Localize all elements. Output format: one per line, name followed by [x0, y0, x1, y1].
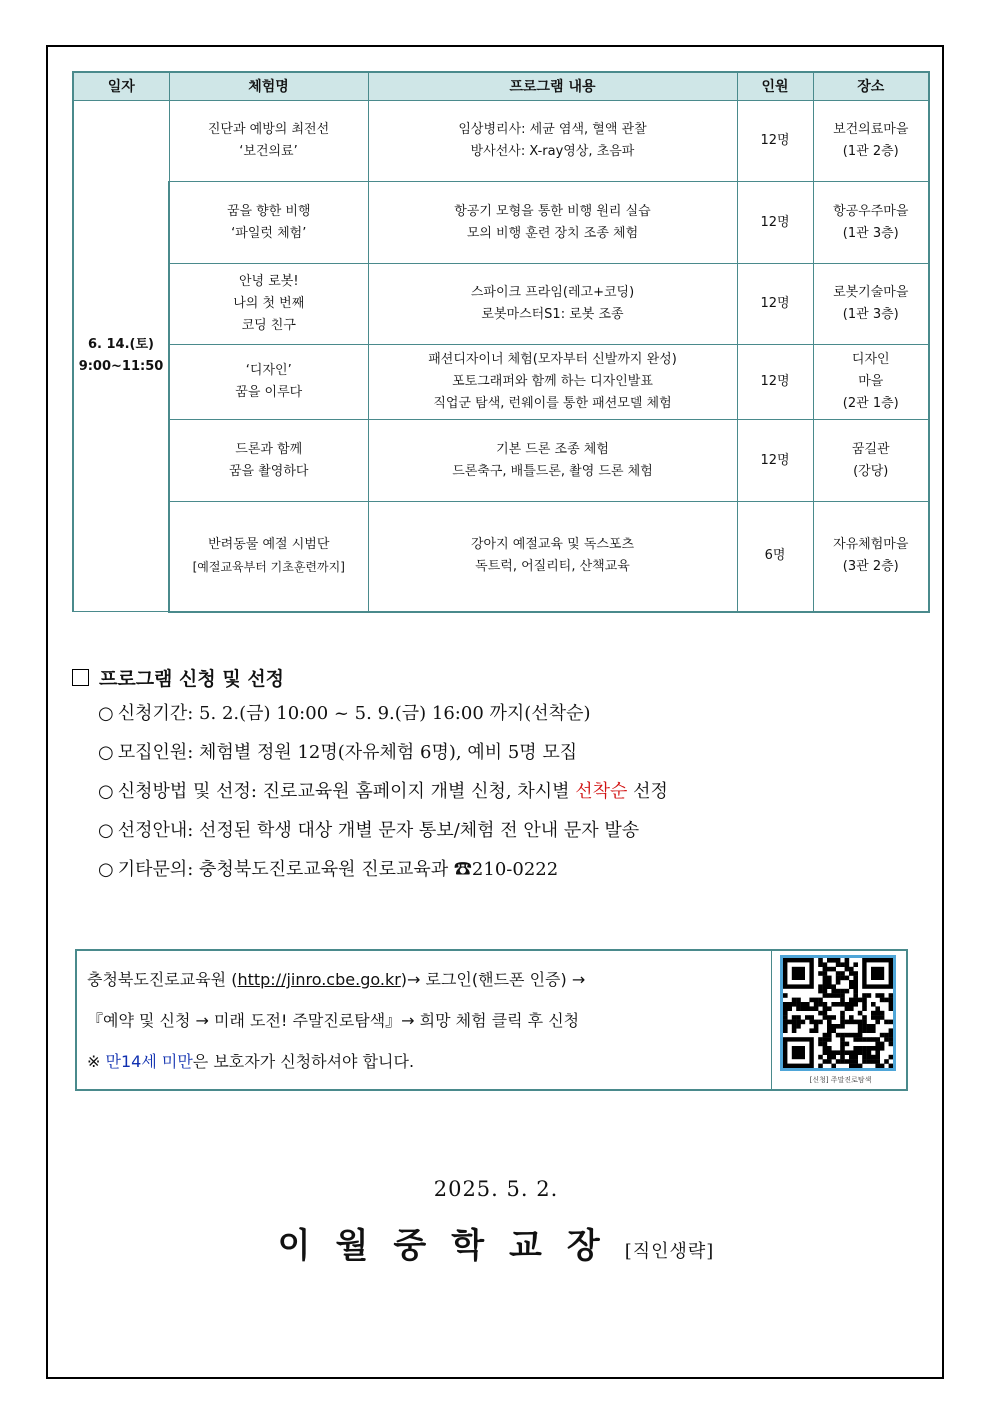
- program-name: [169, 345, 368, 420]
- program-place-line: (2관 1층): [842, 396, 899, 411]
- program-place-line: 항공우주마을: [833, 203, 909, 219]
- program-name-line: ‘디자인’: [245, 363, 292, 378]
- program-place: [813, 420, 929, 502]
- qr-code-graphic: [783, 958, 893, 1068]
- program-name-line: 드론과 함께: [235, 441, 303, 457]
- program-content-line: 직업군 탐색, 런웨이를 통한 패션모델 체험: [433, 396, 672, 411]
- program-place-line: 디자인: [851, 352, 890, 367]
- method-line: [72, 772, 932, 811]
- program-name-line: ‘보건의료’: [239, 144, 298, 159]
- circle-bullet-icon: ○: [98, 742, 114, 763]
- program-content: [368, 420, 737, 502]
- table-row: [73, 101, 929, 182]
- header-place: 장소: [813, 72, 929, 101]
- program-count: 12명: [737, 420, 813, 502]
- program-place-line: (1관 3층): [842, 225, 899, 241]
- program-name-line: 안녕 로봇!: [238, 274, 299, 289]
- program-place-line: 꿈길관: [851, 441, 890, 457]
- program-place-line: (3관 2층): [842, 559, 899, 575]
- application-section: [72, 660, 932, 889]
- info-text-part: )→ 로그인(핸드폰 인증) →: [400, 970, 586, 989]
- program-name-line: 반려동물 예절 시범단: [208, 537, 330, 553]
- program-count: 12명: [737, 345, 813, 420]
- program-content-line: 패션디자이너 체험(모자부터 신발까지 완성): [428, 352, 677, 367]
- program-name-line: 꿈을 이루다: [235, 385, 303, 400]
- method-text: 신청방법 및 선정: 진로교육원 홈페이지 개별 신청, 차시별: [117, 781, 576, 802]
- circle-bullet-icon: ○: [98, 781, 114, 802]
- program-name: [169, 101, 368, 182]
- recruit-line: [72, 733, 932, 772]
- document-date: 2025. 5. 2.: [433, 1177, 559, 1201]
- table-row: [73, 345, 929, 420]
- program-place-line: (1관 2층): [842, 144, 899, 159]
- qr-panel: [771, 951, 909, 1089]
- table-row: [73, 420, 929, 502]
- section-title: [72, 660, 932, 694]
- principal-signature: [0, 1218, 992, 1267]
- table-header-row: [73, 72, 929, 101]
- program-name-line: ‘파일럿 체험’: [231, 225, 307, 241]
- program-place-line: 로봇기술마을: [833, 285, 909, 300]
- program-place: [813, 264, 929, 345]
- header-date: 일자: [73, 72, 169, 101]
- program-content-line: 임상병리사: 세균 염색, 혈액 관찰: [458, 122, 647, 137]
- program-content-line: 스파이크 프라임(레고+코딩): [470, 285, 635, 300]
- circle-bullet-icon: ○: [98, 859, 114, 880]
- time-text: 9:00~11:50: [78, 359, 164, 374]
- application-info-box: [75, 949, 908, 1091]
- program-count: 12명: [737, 264, 813, 345]
- program-name-line: 꿈을 촬영하다: [229, 463, 309, 479]
- program-count: 12명: [737, 182, 813, 264]
- program-content-line: 포토그래퍼와 함께 하는 디자인발표: [452, 374, 653, 389]
- table-row: [73, 264, 929, 345]
- program-place: [813, 345, 929, 420]
- program-name-line: 나의 첫 번째: [233, 296, 305, 311]
- program-name: [169, 502, 368, 612]
- program-table: [72, 71, 930, 613]
- program-content: [368, 101, 737, 182]
- recruit-text: 모집인원: 체험별 정원 12명(자유체험 6명), 예비 5명 모집: [117, 742, 578, 763]
- program-content-line: 독트럭, 어질리티, 산책교육: [475, 559, 630, 575]
- program-place-line: 마을: [858, 374, 884, 389]
- program-place-line: (강당): [853, 463, 889, 479]
- program-content-line: 방사선사: X-ray영상, 초음파: [470, 144, 635, 159]
- program-name: [169, 264, 368, 345]
- program-content-line: 기본 드론 조종 체험: [496, 441, 609, 457]
- program-name-line: [예절교육부터 기초훈련까지]: [192, 560, 345, 575]
- info-line-3: [87, 1041, 767, 1082]
- circle-bullet-icon: ○: [98, 820, 114, 841]
- program-content-line: 항공기 모형을 통한 비행 원리 실습: [454, 203, 651, 219]
- notice-line: [72, 811, 932, 850]
- program-content: [368, 182, 737, 264]
- program-name: [169, 420, 368, 502]
- date-cell: [73, 101, 169, 612]
- program-place-line: 보건의료마을: [833, 122, 909, 137]
- info-text-part: 은 보호자가 신청하셔야 합니다.: [192, 1052, 415, 1071]
- program-content-line: 드론축구, 배틀드론, 촬영 드론 체험: [452, 463, 653, 479]
- first-come-highlight: 선착순: [575, 781, 628, 802]
- program-name-line: 꿈을 향한 비행: [226, 203, 311, 219]
- program-content-line: 모의 비행 훈련 장치 조종 체험: [466, 225, 639, 241]
- website-link[interactable]: http://jinro.cbe.go.kr: [237, 970, 401, 989]
- header-name: 체험명: [169, 72, 368, 101]
- date-text: 6. 14.(토): [88, 337, 154, 352]
- table-row: [73, 502, 929, 612]
- program-place: [813, 101, 929, 182]
- seal-omitted: [직인생략]: [624, 1241, 715, 1262]
- program-name-line: 진단과 예방의 최전선: [207, 122, 330, 137]
- info-text: [87, 959, 767, 1082]
- program-count: 12명: [737, 101, 813, 182]
- checkbox-square-icon: [72, 669, 89, 686]
- program-place: [813, 182, 929, 264]
- program-content-line: 강아지 예절교육 및 독스포츠: [470, 537, 635, 553]
- period-text: 신청기간: 5. 2.(금) 10:00 ~ 5. 9.(금) 16:00 까지(선착순): [117, 703, 591, 724]
- program-place: [813, 502, 929, 612]
- section-title-text: 프로그램 신청 및 선정: [99, 667, 285, 690]
- header-count: 인원: [737, 72, 813, 101]
- period-line: [72, 694, 932, 733]
- qr-caption: [신청] 주말진로탐색: [809, 1076, 872, 1084]
- info-text-part: 충청북도진로교육원 (: [87, 970, 238, 989]
- program-content: [368, 502, 737, 612]
- info-line-1: [87, 959, 767, 1000]
- circle-bullet-icon: ○: [98, 703, 114, 724]
- program-place-line: (1관 3층): [842, 307, 899, 322]
- program-content: [368, 264, 737, 345]
- note-mark: ※: [87, 1052, 106, 1071]
- program-content: [368, 345, 737, 420]
- principal-name: 이월중학교장: [277, 1226, 625, 1266]
- contact-text: 기타문의: 충청북도진로교육원 진로교육과 ☎210-0222: [117, 859, 559, 880]
- program-place-line: 자유체험마을: [833, 537, 909, 553]
- program-count: 6명: [737, 502, 813, 612]
- program-name-line: 코딩 친구: [241, 318, 296, 333]
- table-row: [73, 182, 929, 264]
- contact-line: [72, 850, 932, 889]
- program-name: [169, 182, 368, 264]
- method-text-end: 선정: [627, 781, 668, 802]
- info-line-2: 『예약 및 신청 → 미래 도전! 주말진로탐색』→ 희망 체험 클릭 후 신청: [87, 1011, 580, 1030]
- notice-text: 선정안내: 선정된 학생 대상 개별 문자 통보/체험 전 안내 문자 발송: [117, 820, 640, 841]
- qr-code-icon[interactable]: [780, 955, 896, 1071]
- header-content: 프로그램 내용: [368, 72, 737, 101]
- program-content-line: 로봇마스터S1: 로봇 조종: [481, 307, 624, 322]
- age-highlight: 만14세 미만: [105, 1052, 193, 1071]
